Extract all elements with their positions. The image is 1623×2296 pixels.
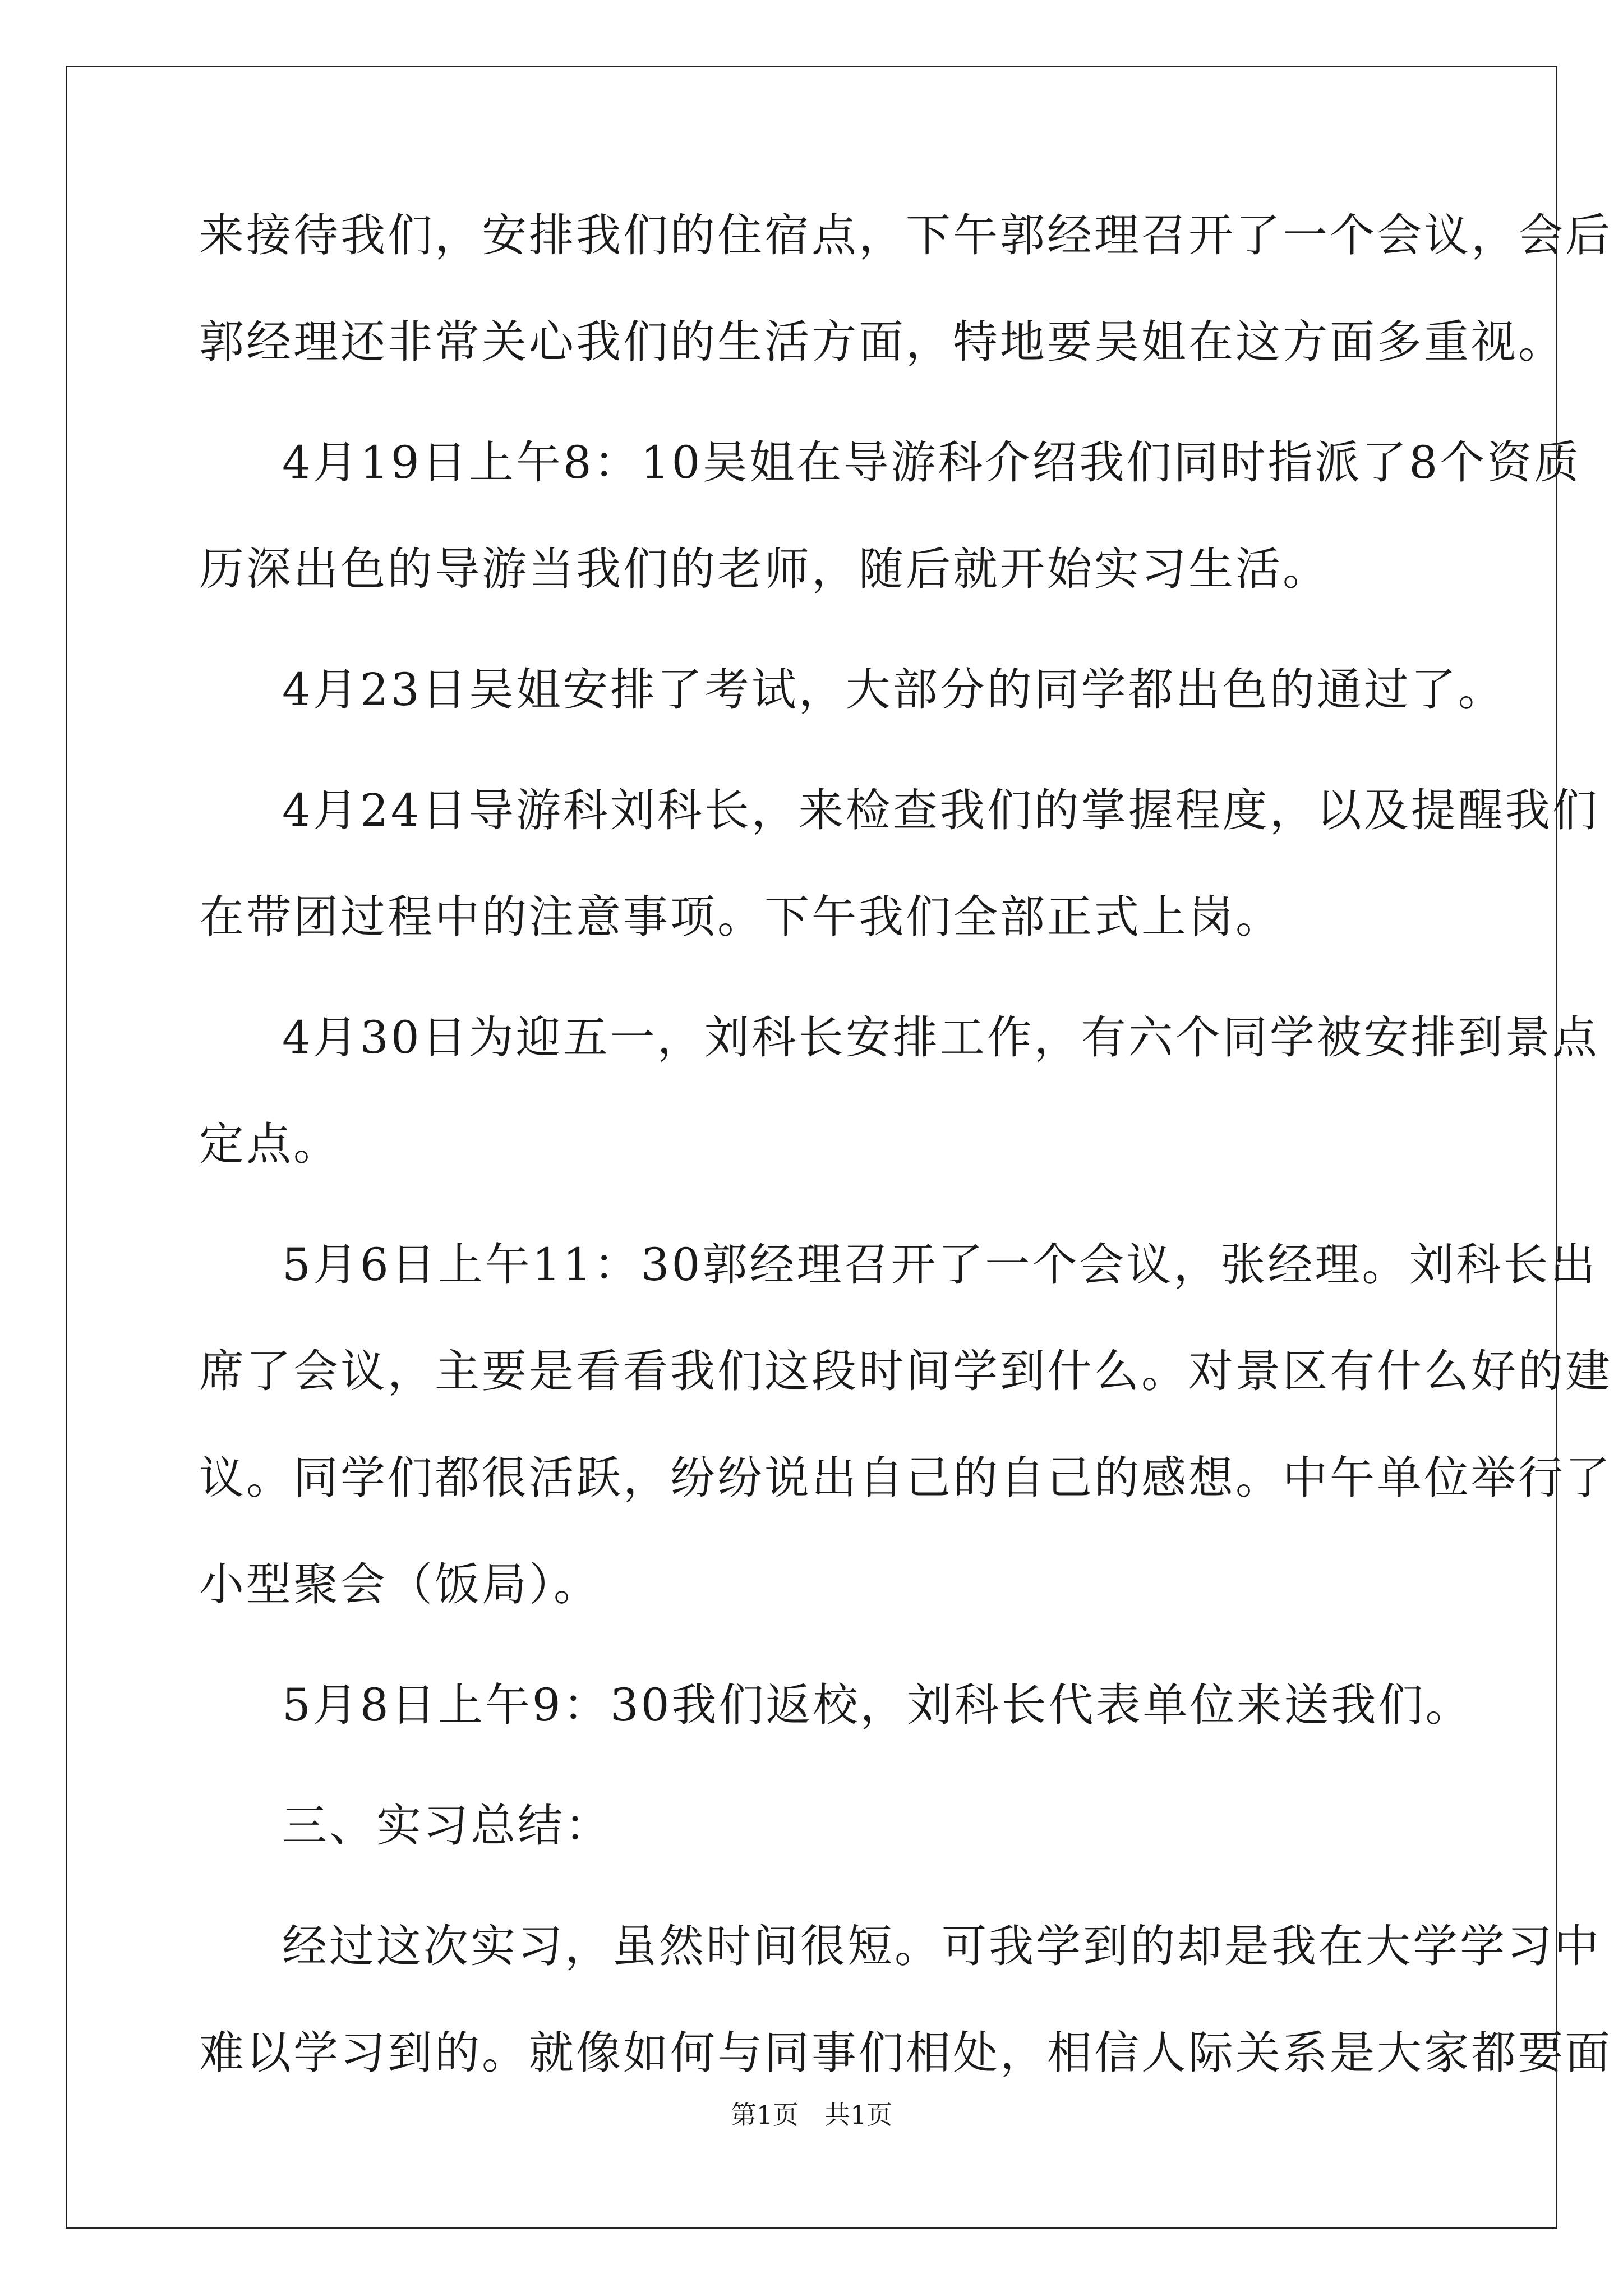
text-line: 议。同学们都很活跃，纷纷说出自己的自己的感想。中午单位举行了 [199, 1452, 1612, 1504]
text-line: 定点。 [199, 1118, 340, 1170]
page-number: 第1页 共1页 [730, 2100, 893, 2130]
text-line: 5月6日上午11：30郭经理召开了一个会议，张经理。刘科长出 [282, 1239, 1598, 1291]
section-heading: 三、实习总结： [282, 1800, 612, 1852]
text-line: 郭经理还非常关心我们的生活方面，特地要吴姐在这方面多重视。 [199, 316, 1565, 368]
text-line: 历深出色的导游当我们的老师，随后就开始实习生活。 [199, 543, 1330, 595]
text-line: 4月19日上午8：10吴姐在导游科介绍我们同时指派了8个资质 [282, 436, 1581, 489]
text-line: 小型聚会（饭局）。 [199, 1558, 601, 1611]
text-line: 在带团过程中的注意事项。下午我们全部正式上岗。 [199, 891, 1283, 943]
text-line: 4月30日为迎五一，刘科长安排工作，有六个同学被安排到景点 [282, 1011, 1599, 1064]
text-line: 难以学习到的。就像如何与同事们相处，相信人际关系是大家都要面 [199, 2027, 1612, 2079]
text-line: 4月23日吴姐安排了考试，大部分的同学都出色的通过了。 [282, 664, 1505, 716]
text-line: 来接待我们，安排我们的住宿点，下午郭经理召开了一个会议，会后 [199, 209, 1612, 261]
text-line: 经过这次实习，虽然时间很短。可我学到的却是我在大学学习中 [282, 1920, 1601, 1972]
text-line: 席了会议，主要是看看我们这段时间学到什么。对景区有什么好的建 [199, 1345, 1612, 1397]
text-line: 5月8日上午9：30我们返校，刘科长代表单位来送我们。 [282, 1679, 1473, 1731]
text-line: 4月24日导游科刘科长，来检查我们的掌握程度，以及提醒我们 [282, 784, 1599, 836]
